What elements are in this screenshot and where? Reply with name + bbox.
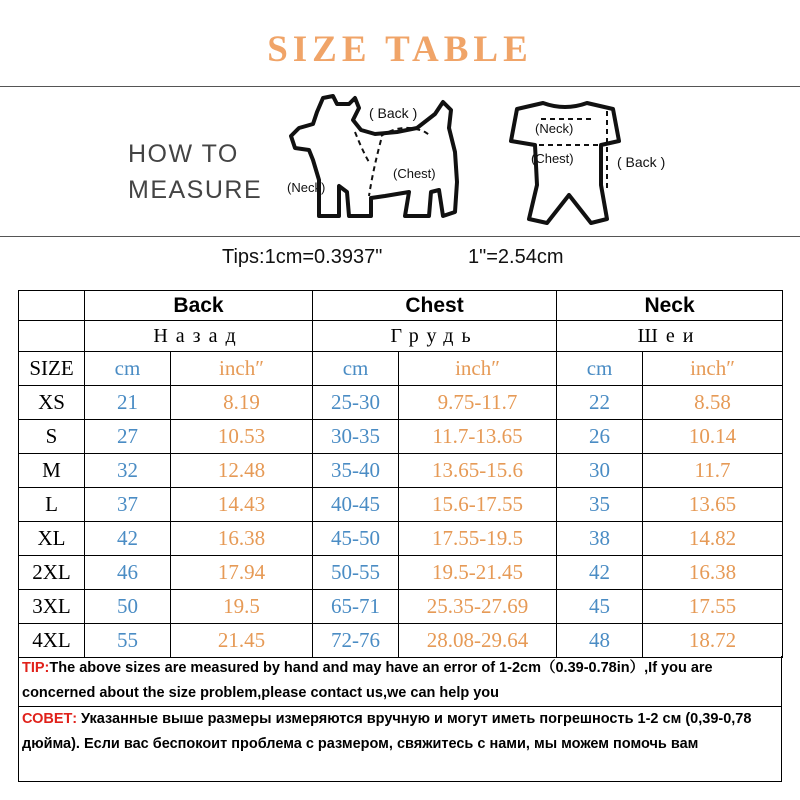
back-inch-cell: 10.53	[171, 420, 313, 454]
back-inch-header: inch″	[171, 352, 313, 386]
dog-neck-label: (Neck)	[287, 180, 326, 195]
size-cell: L	[19, 488, 85, 522]
chest-cm-header: cm	[313, 352, 399, 386]
neck-cm-cell: 45	[557, 590, 643, 624]
how-to-line2: MEASURE	[128, 176, 263, 204]
neck-inch-cell: 8.58	[643, 386, 783, 420]
table-row	[19, 454, 783, 488]
neck-inch-cell: 17.55	[643, 590, 783, 624]
chest-inch-cell: 17.55-19.5	[399, 522, 557, 556]
size-cell: 4XL	[19, 624, 85, 658]
neck-inch-cell: 11.7	[643, 454, 783, 488]
shirt-neck-label: (Neck)	[535, 121, 574, 136]
chest-inch-header: inch″	[399, 352, 557, 386]
table-row	[19, 488, 783, 522]
back-inch-cell: 14.43	[171, 488, 313, 522]
tips-inch: 1"=2.54cm	[468, 246, 564, 268]
neck-inch-cell: 14.82	[643, 522, 783, 556]
dog-back-label: ( Back )	[369, 105, 418, 121]
back-cm-cell: 37	[85, 488, 171, 522]
back-cm-cell: 50	[85, 590, 171, 624]
size-cell: 3XL	[19, 590, 85, 624]
shirt-diagram-icon	[495, 95, 695, 230]
chest-cm-cell: 35-40	[313, 454, 399, 488]
back-inch-cell: 21.45	[171, 624, 313, 658]
back-cm-header: cm	[85, 352, 171, 386]
back-inch-cell: 8.19	[171, 386, 313, 420]
back-cm-cell: 42	[85, 522, 171, 556]
neck-cm-cell: 26	[557, 420, 643, 454]
neck-cm-header: cm	[557, 352, 643, 386]
how-to-line1: HOW TO	[128, 140, 239, 168]
size-cell: 2XL	[19, 556, 85, 590]
header-blank	[19, 291, 85, 321]
shirt-chest-label: (Chest)	[531, 151, 574, 166]
page-title: SIZE TABLE	[267, 29, 533, 70]
back-cm-cell: 46	[85, 556, 171, 590]
header-chest: Chest	[313, 291, 557, 321]
chest-inch-cell: 15.6-17.55	[399, 488, 557, 522]
top-divider	[0, 86, 800, 87]
back-inch-cell: 16.38	[171, 522, 313, 556]
dog-diagram-icon	[285, 92, 480, 232]
neck-inch-cell: 18.72	[643, 624, 783, 658]
neck-cm-cell: 42	[557, 556, 643, 590]
chest-inch-cell: 19.5-21.45	[399, 556, 557, 590]
neck-inch-cell: 13.65	[643, 488, 783, 522]
size-cell: XL	[19, 522, 85, 556]
tips-cm: Tips:1cm=0.3937"	[222, 246, 383, 268]
shirt-back-label: ( Back )	[617, 154, 666, 170]
header-back: Back	[85, 291, 313, 321]
size-table	[18, 290, 783, 658]
neck-cm-cell: 38	[557, 522, 643, 556]
header-neck: Neck	[557, 291, 783, 321]
neck-inch-cell: 10.14	[643, 420, 783, 454]
size-cell: XS	[19, 386, 85, 420]
chest-cm-cell: 50-55	[313, 556, 399, 590]
mid-divider	[0, 236, 800, 237]
size-cell: S	[19, 420, 85, 454]
ru-note	[22, 707, 782, 757]
table-row	[19, 386, 783, 420]
chest-inch-cell: 13.65-15.6	[399, 454, 557, 488]
header-chest-ru: Грудь	[313, 321, 557, 352]
chest-cm-cell: 30-35	[313, 420, 399, 454]
neck-inch-header: inch″	[643, 352, 783, 386]
header-neck-ru: Шеи	[557, 321, 783, 352]
size-column-header: SIZE	[19, 352, 85, 386]
back-inch-cell: 12.48	[171, 454, 313, 488]
table-row	[19, 556, 783, 590]
neck-cm-cell: 48	[557, 624, 643, 658]
chest-cm-cell: 45-50	[313, 522, 399, 556]
chest-cm-cell: 40-45	[313, 488, 399, 522]
back-cm-cell: 21	[85, 386, 171, 420]
header-back-ru: Назад	[85, 321, 313, 352]
table-row	[19, 522, 783, 556]
chest-cm-cell: 25-30	[313, 386, 399, 420]
chest-cm-cell: 72-76	[313, 624, 399, 658]
ru-label: СОВЕТ:	[22, 711, 78, 727]
tip-note	[22, 656, 782, 706]
neck-cm-cell: 35	[557, 488, 643, 522]
back-inch-cell: 19.5	[171, 590, 313, 624]
chest-inch-cell: 9.75-11.7	[399, 386, 557, 420]
chest-inch-cell: 25.35-27.69	[399, 590, 557, 624]
tip-text: The above sizes are measured by hand and may have an error of 1-2cm（0.39-0.78in）,If you are concerned about the size problem,please contact us,we can help you	[22, 660, 713, 701]
table-row	[19, 590, 783, 624]
neck-cm-cell: 30	[557, 454, 643, 488]
back-cm-cell: 27	[85, 420, 171, 454]
back-cm-cell: 32	[85, 454, 171, 488]
neck-inch-cell: 16.38	[643, 556, 783, 590]
table-row	[19, 420, 783, 454]
header-ru-blank	[19, 321, 85, 352]
chest-inch-cell: 28.08-29.64	[399, 624, 557, 658]
ru-text: Указанные выше размеры измеряются вручную и могут иметь погрешность 1-2 см (0,39-0,78 дюйма). Если вас беспокоит проблема с размером, свяжитесь с нами, мы можем помочь вам	[22, 711, 752, 752]
dog-chest-label: (Chest)	[393, 166, 436, 181]
back-cm-cell: 55	[85, 624, 171, 658]
chest-cm-cell: 65-71	[313, 590, 399, 624]
back-inch-cell: 17.94	[171, 556, 313, 590]
table-row	[19, 624, 783, 658]
tip-label: TIP:	[22, 660, 50, 676]
notes-box	[18, 656, 782, 782]
size-cell: M	[19, 454, 85, 488]
chest-inch-cell: 11.7-13.65	[399, 420, 557, 454]
neck-cm-cell: 22	[557, 386, 643, 420]
